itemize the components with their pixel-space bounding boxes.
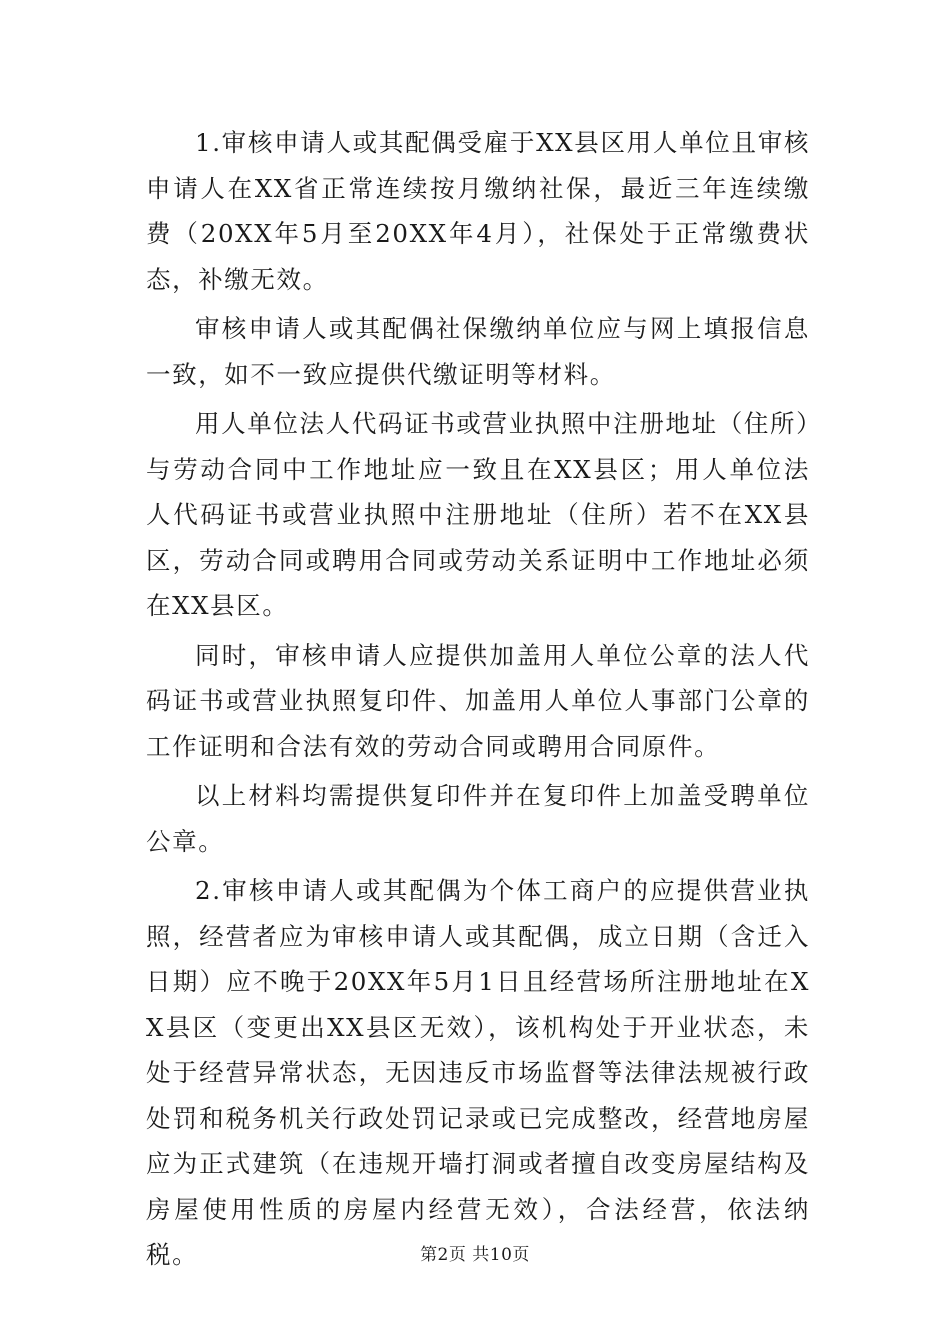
page-number-footer: 第2页 共10页 xyxy=(420,1245,530,1265)
paragraph-4: 同时，审核申请人应提供加盖用人单位公章的法人代码证书或营业执照复印件、加盖用人单位人事部门公章的工作证明和合法有效的劳动合同或聘用合同原件。 xyxy=(146,640,810,761)
paragraph-1: 1.审核申请人或其配偶受雇于XX县区用人单位且审核申请人在XX省正常连续按月缴纳社保，最近三年连续缴费（20XX年5月至20XX年4月），社保处于正常缴费状态，补缴无效。 xyxy=(146,128,810,294)
paragraph-2: 审核申请人或其配偶社保缴纳单位应与网上填报信息一致，如不一致应提供代缴证明等材料。 xyxy=(146,314,810,389)
paragraph-6: 2.审核申请人或其配偶为个体工商户的应提供营业执照，经营者应为审核申请人或其配偶，成立日期（含迁入日期）应不晚于20XX年5月1日且经营场所注册地址在XX县区（变更出XX县区无效），该机构处于开业状态，未处于经营异常状态，无因违反市场监督等法律法规被行政处罚和税务机关行政处罚记录或已完成整改，经营地房屋应为正式建筑（在违规开墙打洞或者擅自改变房屋结构及房屋使用性质的房屋内经营无效），合法经营，依法纳税。 xyxy=(146,876,810,1269)
paragraph-3: 用人单位法人代码证书或营业执照中注册地址（住所）与劳动合同中工作地址应一致且在XX县区；用人单位法人代码证书或营业执照中注册地址（住所）若不在XX县区，劳动合同或聘用合同或劳动关系证明中工作地址必须在XX县区。 xyxy=(146,409,810,620)
paragraph-5: 以上材料均需提供复印件并在复印件上加盖受聘单位公章。 xyxy=(146,781,810,856)
document-body xyxy=(146,120,810,1282)
